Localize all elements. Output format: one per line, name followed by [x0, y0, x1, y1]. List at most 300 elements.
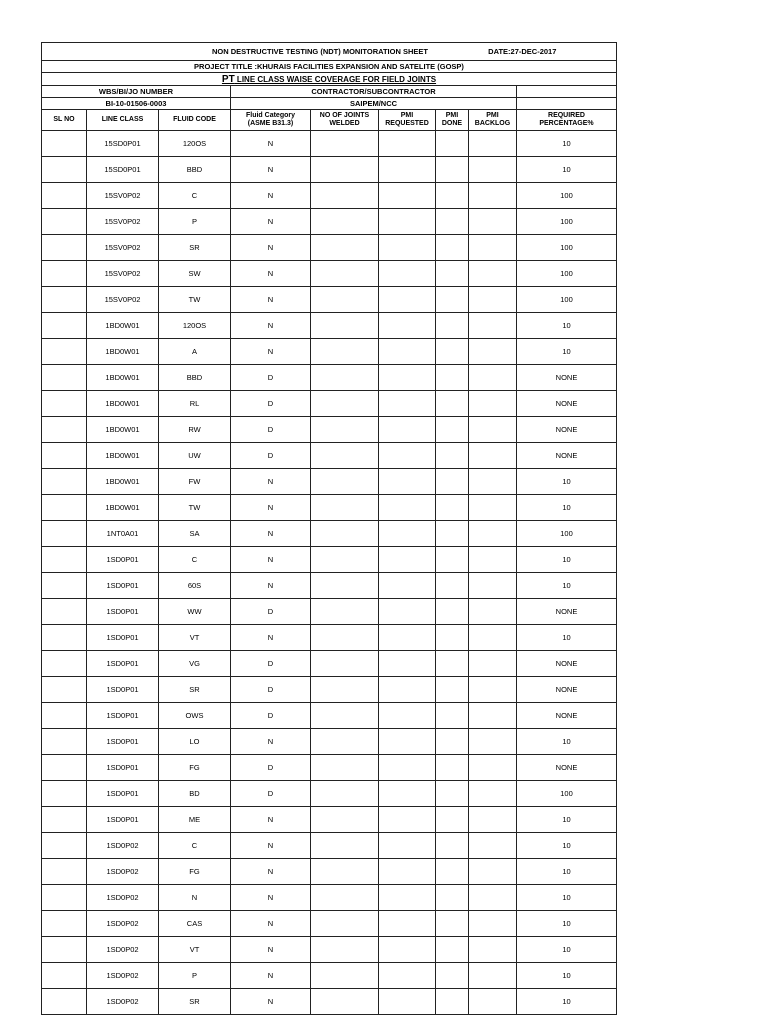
joints-welded-cell	[311, 625, 379, 651]
fluid-category-cell: N	[231, 625, 311, 651]
col-fluid-code: FLUID CODE	[159, 110, 231, 131]
col-line-class: LINE CLASS	[87, 110, 159, 131]
pmi-done-cell	[436, 521, 469, 547]
line-class-cell: 1BD0W01	[87, 443, 159, 469]
fluid-code-cell: 120OS	[159, 131, 231, 157]
fluid-code-cell: BD	[159, 781, 231, 807]
fluid-code-cell: N	[159, 885, 231, 911]
pmi-requested-cell	[379, 781, 436, 807]
pmi-requested-cell	[379, 209, 436, 235]
coverage-title	[42, 73, 617, 86]
required-percentage-cell: 10	[517, 157, 617, 183]
joints-welded-cell	[311, 547, 379, 573]
line-class-cell: 1SD0P01	[87, 625, 159, 651]
required-percentage-cell: 10	[517, 625, 617, 651]
required-percentage-cell: 10	[517, 963, 617, 989]
col-sl-no: SL NO	[42, 110, 87, 131]
pmi-requested-cell	[379, 183, 436, 209]
fluid-category-cell: N	[231, 807, 311, 833]
sl-no-cell	[42, 703, 87, 729]
line-class-cell: 1SD0P01	[87, 677, 159, 703]
sl-no-cell	[42, 937, 87, 963]
pmi-backlog-cell	[469, 313, 517, 339]
fluid-code-cell: RW	[159, 417, 231, 443]
col-joints-line2: WELDED	[329, 120, 360, 127]
pmi-requested-cell	[379, 547, 436, 573]
joints-welded-cell	[311, 443, 379, 469]
fluid-code-cell: C	[159, 547, 231, 573]
pmi-backlog-cell	[469, 833, 517, 859]
pmi-requested-cell	[379, 521, 436, 547]
pmi-backlog-cell	[469, 339, 517, 365]
line-class-cell: 1SD0P01	[87, 547, 159, 573]
col-required-percentage	[517, 110, 617, 131]
table-row	[42, 989, 617, 1015]
fluid-code-cell: FG	[159, 859, 231, 885]
col-fluid-category-line1: Fluid Category	[245, 112, 295, 119]
table-row	[42, 573, 617, 599]
joints-welded-cell	[311, 651, 379, 677]
pmi-backlog-cell	[469, 443, 517, 469]
table-row	[42, 183, 617, 209]
line-class-cell: 15SD0P01	[87, 157, 159, 183]
pmi-requested-cell	[379, 729, 436, 755]
fluid-category-cell: N	[231, 157, 311, 183]
pmi-requested-cell	[379, 391, 436, 417]
line-class-cell: 1SD0P01	[87, 755, 159, 781]
fluid-code-cell: LO	[159, 729, 231, 755]
line-class-cell: 1SD0P01	[87, 807, 159, 833]
fluid-category-cell: N	[231, 209, 311, 235]
pmi-requested-cell	[379, 573, 436, 599]
pmi-done-cell	[436, 547, 469, 573]
pmi-requested-cell	[379, 833, 436, 859]
pmi-backlog-cell	[469, 183, 517, 209]
pmi-backlog-cell	[469, 131, 517, 157]
col-pmi-backlog-line2: BACKLOG	[474, 120, 511, 127]
sl-no-cell	[42, 807, 87, 833]
fluid-code-cell: CAS	[159, 911, 231, 937]
required-percentage-cell: 100	[517, 183, 617, 209]
table-row	[42, 911, 617, 937]
fluid-code-cell: ME	[159, 807, 231, 833]
table-row	[42, 339, 617, 365]
required-percentage-cell: 10	[517, 989, 617, 1015]
pmi-backlog-cell	[469, 365, 517, 391]
joints-welded-cell	[311, 521, 379, 547]
required-percentage-cell: NONE	[517, 599, 617, 625]
pmi-backlog-cell	[469, 521, 517, 547]
fluid-code-cell: C	[159, 833, 231, 859]
pmi-done-cell	[436, 417, 469, 443]
pmi-backlog-cell	[469, 495, 517, 521]
line-class-cell: 1SD0P02	[87, 911, 159, 937]
pmi-requested-cell	[379, 911, 436, 937]
pmi-backlog-cell	[469, 573, 517, 599]
required-percentage-cell: 100	[517, 287, 617, 313]
fluid-category-cell: N	[231, 963, 311, 989]
pmi-backlog-cell	[469, 235, 517, 261]
pmi-backlog-cell	[469, 729, 517, 755]
sl-no-cell	[42, 261, 87, 287]
sl-no-cell	[42, 443, 87, 469]
sl-no-cell	[42, 365, 87, 391]
table-row	[42, 755, 617, 781]
col-pmi-req-line1: PMI	[400, 112, 414, 119]
joints-welded-cell	[311, 807, 379, 833]
sl-no-cell	[42, 729, 87, 755]
pmi-backlog-cell	[469, 157, 517, 183]
fluid-category-cell: N	[231, 573, 311, 599]
required-percentage-cell: 10	[517, 807, 617, 833]
required-percentage-cell: 10	[517, 313, 617, 339]
sl-no-cell	[42, 885, 87, 911]
pmi-done-cell	[436, 859, 469, 885]
line-class-cell: 1SD0P01	[87, 703, 159, 729]
fluid-code-cell: VG	[159, 651, 231, 677]
pmi-requested-cell	[379, 599, 436, 625]
pmi-done-cell	[436, 781, 469, 807]
col-pmi-done-line1: PMI	[445, 112, 459, 119]
fluid-category-cell: N	[231, 521, 311, 547]
joints-welded-cell	[311, 859, 379, 885]
pmi-backlog-cell	[469, 781, 517, 807]
pmi-requested-cell	[379, 677, 436, 703]
pmi-done-cell	[436, 833, 469, 859]
col-joints-welded	[311, 110, 379, 131]
pmi-requested-cell	[379, 495, 436, 521]
fluid-category-cell: N	[231, 469, 311, 495]
line-class-cell: 15SV0P02	[87, 235, 159, 261]
fluid-category-cell: D	[231, 651, 311, 677]
table-row	[42, 937, 617, 963]
fluid-category-cell: N	[231, 989, 311, 1015]
fluid-category-cell: N	[231, 859, 311, 885]
col-pmi-req-line2: REQUESTED	[385, 120, 429, 127]
fluid-code-cell: VT	[159, 937, 231, 963]
sl-no-cell	[42, 989, 87, 1015]
joints-welded-cell	[311, 287, 379, 313]
pmi-done-cell	[436, 573, 469, 599]
fluid-category-cell: D	[231, 677, 311, 703]
table-row	[42, 391, 617, 417]
fluid-category-cell: N	[231, 287, 311, 313]
joints-welded-cell	[311, 677, 379, 703]
sl-no-cell	[42, 157, 87, 183]
required-percentage-cell: NONE	[517, 391, 617, 417]
sl-no-cell	[42, 781, 87, 807]
table-row	[42, 313, 617, 339]
pmi-done-cell	[436, 365, 469, 391]
pmi-requested-cell	[379, 755, 436, 781]
fluid-code-cell: WW	[159, 599, 231, 625]
sheet-title-cell	[42, 43, 617, 61]
table-row	[42, 807, 617, 833]
line-class-cell: 15SV0P02	[87, 183, 159, 209]
pmi-done-cell	[436, 599, 469, 625]
table-row	[42, 703, 617, 729]
required-percentage-cell: NONE	[517, 677, 617, 703]
required-percentage-cell: 10	[517, 859, 617, 885]
table-row	[42, 131, 617, 157]
pmi-done-cell	[436, 755, 469, 781]
line-class-cell: 1BD0W01	[87, 417, 159, 443]
table-row	[42, 833, 617, 859]
col-required-line2: PERCENTAGE%	[539, 120, 594, 127]
blank-cell	[517, 98, 617, 110]
joints-welded-cell	[311, 417, 379, 443]
fluid-code-cell: SR	[159, 989, 231, 1015]
sl-no-cell	[42, 209, 87, 235]
required-percentage-cell: 100	[517, 235, 617, 261]
required-percentage-cell: NONE	[517, 651, 617, 677]
joints-welded-cell	[311, 495, 379, 521]
pmi-requested-cell	[379, 859, 436, 885]
required-percentage-cell: 10	[517, 729, 617, 755]
line-class-cell: 1BD0W01	[87, 313, 159, 339]
fluid-code-cell: BBD	[159, 365, 231, 391]
line-class-cell: 1SD0P02	[87, 833, 159, 859]
sl-no-cell	[42, 651, 87, 677]
fluid-code-cell: SR	[159, 677, 231, 703]
pmi-requested-cell	[379, 313, 436, 339]
sheet-date: DATE:27-DEC-2017	[488, 47, 557, 56]
line-class-cell: 1SD0P01	[87, 781, 159, 807]
fluid-category-cell: D	[231, 391, 311, 417]
col-pmi-backlog	[469, 110, 517, 131]
pmi-done-cell	[436, 183, 469, 209]
fluid-category-cell: D	[231, 417, 311, 443]
fluid-code-cell: UW	[159, 443, 231, 469]
line-class-cell: 1SD0P02	[87, 937, 159, 963]
table-row	[42, 677, 617, 703]
sl-no-cell	[42, 391, 87, 417]
pmi-requested-cell	[379, 807, 436, 833]
sl-no-cell	[42, 573, 87, 599]
fluid-code-cell: TW	[159, 495, 231, 521]
fluid-category-cell: N	[231, 261, 311, 287]
table-row	[42, 443, 617, 469]
pmi-requested-cell	[379, 651, 436, 677]
pmi-backlog-cell	[469, 417, 517, 443]
required-percentage-cell: 10	[517, 339, 617, 365]
fluid-category-cell: D	[231, 599, 311, 625]
col-joints-line1: NO OF JOINTS	[319, 112, 370, 119]
fluid-code-cell: SA	[159, 521, 231, 547]
table-row	[42, 157, 617, 183]
pmi-done-cell	[436, 625, 469, 651]
fluid-category-cell: N	[231, 183, 311, 209]
pmi-done-cell	[436, 235, 469, 261]
table-row	[42, 235, 617, 261]
pmi-backlog-cell	[469, 287, 517, 313]
joints-welded-cell	[311, 235, 379, 261]
sl-no-cell	[42, 911, 87, 937]
joints-welded-cell	[311, 365, 379, 391]
table-row	[42, 781, 617, 807]
line-class-cell: 1BD0W01	[87, 365, 159, 391]
joints-welded-cell	[311, 183, 379, 209]
pmi-done-cell	[436, 443, 469, 469]
sl-no-cell	[42, 131, 87, 157]
sl-no-cell	[42, 625, 87, 651]
line-class-cell: 15SD0P01	[87, 131, 159, 157]
required-percentage-cell: 10	[517, 911, 617, 937]
pmi-requested-cell	[379, 937, 436, 963]
pmi-requested-cell	[379, 365, 436, 391]
sl-no-cell	[42, 313, 87, 339]
line-class-cell: 1SD0P02	[87, 885, 159, 911]
sl-no-cell	[42, 235, 87, 261]
fluid-category-cell: N	[231, 911, 311, 937]
pmi-backlog-cell	[469, 391, 517, 417]
col-fluid-category-line2: (ASME B31.3)	[247, 120, 294, 127]
coverage-rest: LINE CLASS WAISE COVERAGE FOR FIELD JOINTS	[234, 74, 437, 84]
required-percentage-cell: 100	[517, 781, 617, 807]
fluid-code-cell: 60S	[159, 573, 231, 599]
joints-welded-cell	[311, 261, 379, 287]
fluid-category-cell: N	[231, 131, 311, 157]
wbs-value: BI-10-01506-0003	[42, 98, 231, 110]
fluid-code-cell: SR	[159, 235, 231, 261]
pmi-requested-cell	[379, 963, 436, 989]
pmi-done-cell	[436, 937, 469, 963]
fluid-category-cell: D	[231, 755, 311, 781]
joints-welded-cell	[311, 781, 379, 807]
pmi-done-cell	[436, 703, 469, 729]
pmi-done-cell	[436, 313, 469, 339]
required-percentage-cell: 10	[517, 833, 617, 859]
required-percentage-cell: NONE	[517, 703, 617, 729]
fluid-code-cell: 120OS	[159, 313, 231, 339]
pmi-done-cell	[436, 963, 469, 989]
table-row	[42, 365, 617, 391]
line-class-cell: 1BD0W01	[87, 495, 159, 521]
fluid-code-cell: FG	[159, 755, 231, 781]
pmi-backlog-cell	[469, 261, 517, 287]
pmi-requested-cell	[379, 885, 436, 911]
sl-no-cell	[42, 339, 87, 365]
table-row	[42, 209, 617, 235]
col-pmi-backlog-line1: PMI	[486, 112, 499, 119]
table-row	[42, 469, 617, 495]
sl-no-cell	[42, 469, 87, 495]
pmi-done-cell	[436, 651, 469, 677]
line-class-cell: 1NT0A01	[87, 521, 159, 547]
pmi-done-cell	[436, 261, 469, 287]
fluid-code-cell: A	[159, 339, 231, 365]
fluid-category-cell: N	[231, 833, 311, 859]
fluid-code-cell: OWS	[159, 703, 231, 729]
fluid-category-cell: N	[231, 313, 311, 339]
joints-welded-cell	[311, 469, 379, 495]
pmi-requested-cell	[379, 443, 436, 469]
table-row	[42, 625, 617, 651]
fluid-category-cell: N	[231, 547, 311, 573]
pmi-done-cell	[436, 495, 469, 521]
ndt-monitoration-table	[41, 42, 617, 1015]
line-class-cell: 1BD0W01	[87, 339, 159, 365]
fluid-category-cell: N	[231, 495, 311, 521]
required-percentage-cell: NONE	[517, 443, 617, 469]
pmi-backlog-cell	[469, 599, 517, 625]
line-class-cell: 15SV0P02	[87, 209, 159, 235]
fluid-category-cell: D	[231, 781, 311, 807]
pmi-done-cell	[436, 807, 469, 833]
fluid-code-cell: BBD	[159, 157, 231, 183]
fluid-code-cell: FW	[159, 469, 231, 495]
required-percentage-cell: NONE	[517, 365, 617, 391]
fluid-category-cell: N	[231, 235, 311, 261]
fluid-category-cell: D	[231, 703, 311, 729]
required-percentage-cell: NONE	[517, 755, 617, 781]
joints-welded-cell	[311, 729, 379, 755]
sl-no-cell	[42, 963, 87, 989]
required-percentage-cell: 100	[517, 521, 617, 547]
line-class-cell: 15SV0P02	[87, 261, 159, 287]
fluid-category-cell: N	[231, 729, 311, 755]
table-row	[42, 547, 617, 573]
pmi-backlog-cell	[469, 209, 517, 235]
pmi-backlog-cell	[469, 651, 517, 677]
joints-welded-cell	[311, 885, 379, 911]
pmi-backlog-cell	[469, 547, 517, 573]
col-pmi-done	[436, 110, 469, 131]
pmi-backlog-cell	[469, 859, 517, 885]
pmi-backlog-cell	[469, 469, 517, 495]
pmi-backlog-cell	[469, 703, 517, 729]
joints-welded-cell	[311, 937, 379, 963]
pmi-backlog-cell	[469, 625, 517, 651]
fluid-code-cell: VT	[159, 625, 231, 651]
joints-welded-cell	[311, 599, 379, 625]
pmi-done-cell	[436, 911, 469, 937]
pmi-requested-cell	[379, 261, 436, 287]
fluid-category-cell: D	[231, 443, 311, 469]
table-row	[42, 495, 617, 521]
table-row	[42, 963, 617, 989]
sl-no-cell	[42, 521, 87, 547]
joints-welded-cell	[311, 209, 379, 235]
required-percentage-cell: 100	[517, 209, 617, 235]
fluid-code-cell: P	[159, 209, 231, 235]
pmi-backlog-cell	[469, 963, 517, 989]
pmi-done-cell	[436, 157, 469, 183]
pmi-requested-cell	[379, 287, 436, 313]
line-class-cell: 1SD0P02	[87, 963, 159, 989]
pmi-done-cell	[436, 677, 469, 703]
pmi-requested-cell	[379, 469, 436, 495]
pmi-done-cell	[436, 131, 469, 157]
required-percentage-cell: 10	[517, 469, 617, 495]
pmi-backlog-cell	[469, 755, 517, 781]
coverage-prefix: PT	[221, 73, 235, 85]
joints-welded-cell	[311, 339, 379, 365]
joints-welded-cell	[311, 391, 379, 417]
required-percentage-cell: 10	[517, 495, 617, 521]
fluid-code-cell: C	[159, 183, 231, 209]
sl-no-cell	[42, 677, 87, 703]
pmi-done-cell	[436, 989, 469, 1015]
pmi-done-cell	[436, 469, 469, 495]
joints-welded-cell	[311, 989, 379, 1015]
joints-welded-cell	[311, 157, 379, 183]
required-percentage-cell: NONE	[517, 417, 617, 443]
sl-no-cell	[42, 833, 87, 859]
joints-welded-cell	[311, 131, 379, 157]
joints-welded-cell	[311, 313, 379, 339]
line-class-cell: 1SD0P01	[87, 729, 159, 755]
